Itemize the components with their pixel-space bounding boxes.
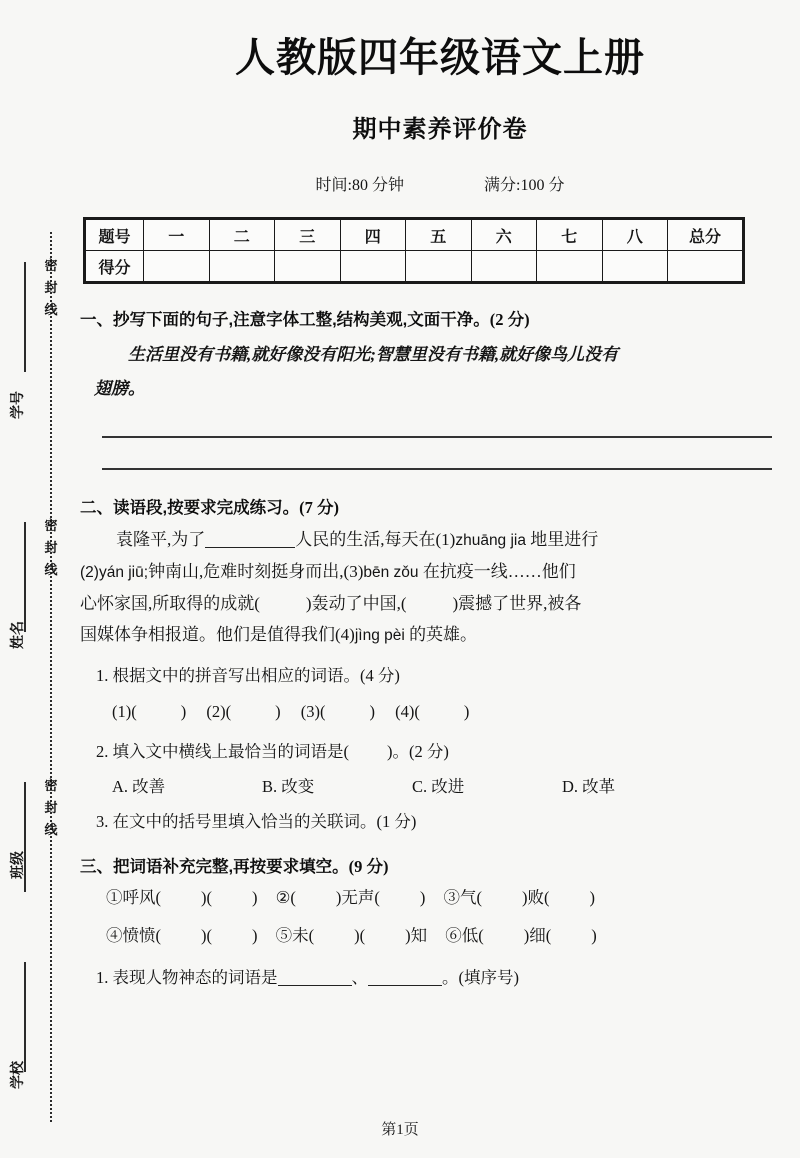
passage-text-4b: 的英雄。 [409, 625, 478, 644]
idiom-2-a: ②( [275, 888, 296, 907]
option-a[interactable]: A. 改善 [112, 777, 166, 796]
seal-rule-4 [24, 962, 26, 1072]
pinyin-jingpei: jìng pèi [354, 627, 405, 644]
seal-label-school: 学校 [11, 1061, 26, 1089]
idiom-4-b: )( [201, 926, 212, 945]
q1-blank-2[interactable] [206, 697, 280, 727]
score-table-col-6: 六 [471, 219, 537, 251]
section-two-q1-blanks [80, 697, 800, 727]
score-table [83, 217, 745, 284]
pinyin-yanjiu: (2)yán jiū; [80, 564, 149, 581]
copy-line-2: 翅膀。 [94, 379, 145, 398]
seal-label-name: 姓名 [11, 621, 26, 649]
answer-write-line-2[interactable] [102, 468, 772, 470]
section-three-points: (9 分) [348, 857, 389, 876]
section-two-passage [80, 524, 800, 651]
table-row-question-numbers [85, 219, 744, 251]
section-three-q1-blank-1[interactable] [278, 968, 352, 986]
seal-label-student-id: 学号 [11, 391, 26, 419]
seal-rule-2 [24, 522, 26, 632]
section-two-q2-points: (2 分) [409, 742, 449, 761]
section-one-copy-text [80, 338, 800, 372]
passage-text-1b: 人民的生活,每天在(1) [295, 530, 456, 549]
section-two-q2-options [80, 773, 800, 797]
score-table-col-7: 七 [537, 219, 603, 251]
score-table-col-5: 五 [406, 219, 472, 251]
idiom-4-a: ④愤愤( [106, 926, 161, 945]
exam-total-score: 满分:100 分 [484, 177, 565, 194]
q1-blank-3-close: ) [369, 702, 375, 721]
q1-blank-1[interactable] [112, 697, 186, 727]
idiom-4[interactable] [106, 919, 258, 953]
section-two-q1 [80, 661, 800, 691]
pinyin-zhuangjia: zhuāng jia [455, 532, 526, 549]
seal-rule-1 [24, 262, 26, 372]
section-two-q2-text-end: )。 [387, 742, 409, 761]
page-footer: 第1页 [381, 1122, 419, 1138]
seal-mark-2: 密 封 线 [44, 518, 58, 577]
idiom-6-c: ) [591, 926, 597, 945]
score-table-wrapper [80, 217, 800, 284]
seal-mark-3: 密 封 线 [44, 778, 58, 837]
q1-blank-4-open: (4)( [395, 702, 420, 721]
q1-blank-4[interactable] [395, 697, 469, 727]
idiom-6-a: ⑥低( [445, 926, 484, 945]
passage-text-2a: 钟南山,危难时刻挺身而出,(3) [148, 562, 364, 581]
score-table-col-2: 二 [209, 219, 275, 251]
section-two-q2 [80, 737, 800, 767]
score-cell-4[interactable] [340, 251, 406, 283]
section-one-heading [80, 306, 800, 330]
idiom-3[interactable] [444, 881, 596, 915]
idiom-1-c: ) [252, 888, 258, 907]
page-title: 人教版四年级语文上册 [235, 35, 645, 80]
section-three-q1 [80, 963, 800, 993]
score-cell-7[interactable] [537, 251, 603, 283]
seal-dotted-line [50, 232, 52, 1122]
idiom-5-c: )知 [405, 926, 428, 945]
section-two-q3-text: 3. 在文中的括号里填入恰当的关联词。 [96, 812, 377, 831]
idiom-5[interactable] [276, 919, 428, 953]
section-two-q1-points: (4 分) [360, 666, 400, 685]
score-table-header-score: 得分 [85, 251, 144, 283]
section-two-points: (7 分) [299, 498, 339, 517]
section-two-q1-text: 1. 根据文中的拼音写出相应的词语。 [96, 666, 360, 685]
idiom-1[interactable] [106, 881, 258, 915]
passage-text-3a: 心怀家国,所取得的成就( [80, 594, 260, 613]
section-one-points: (2 分) [489, 310, 530, 329]
idiom-2-b: )无声( [335, 888, 380, 907]
passage-text-4a: 国媒体争相报道。他们是值得我们(4) [80, 625, 355, 644]
score-table-col-4: 四 [340, 219, 406, 251]
section-three-q1-text-b: 、 [351, 968, 368, 987]
passage-text-1a: 袁隆平,为了 [116, 530, 206, 549]
passage-text-2b: 在抗疫一线……他们 [422, 562, 576, 581]
q1-blank-1-close: ) [180, 702, 187, 721]
section-three-heading [80, 853, 800, 877]
score-table-col-3: 三 [275, 219, 341, 251]
answer-write-line-1[interactable] [102, 436, 772, 438]
score-cell-5[interactable] [406, 251, 472, 283]
section-three-heading-text: 三、把词语补充完整,再按要求填空。 [80, 858, 349, 876]
idiom-5-b: )( [354, 926, 366, 945]
exam-meta [80, 172, 800, 195]
pinyin-benzou: bēn zǒu [363, 564, 419, 581]
section-three-q1-points: (填序号) [458, 968, 519, 987]
exam-time: 时间:80 分钟 [315, 177, 404, 194]
passage-text-3b: )轰动了中国,( [305, 594, 407, 613]
idiom-6[interactable] [445, 919, 597, 953]
passage-blank-1[interactable] [205, 530, 295, 548]
section-three-q1-text-c: 。 [442, 968, 459, 987]
idiom-5-a: ⑤未( [275, 926, 315, 945]
score-cell-8[interactable] [602, 251, 668, 283]
idiom-6-b: )细( [523, 926, 552, 945]
idiom-3-a: ③气( [443, 888, 483, 907]
section-three-idiom-row-1 [80, 881, 800, 915]
idiom-1-a: ①呼风( [106, 888, 161, 907]
section-three-q1-text-a: 1. 表现人物神态的词语是 [96, 968, 278, 987]
idiom-4-c: ) [252, 926, 258, 945]
copy-line-1: 生活里没有书籍,就好像没有阳光;智慧里没有书籍,就好像鸟儿没有 [128, 345, 619, 364]
q1-blank-2-open: (2)( [206, 702, 232, 721]
score-table-col-1: 一 [144, 219, 210, 251]
passage-text-1c: 地里进行 [530, 530, 599, 549]
score-cell-total[interactable] [668, 251, 744, 283]
seal-mark-1: 密 封 线 [44, 258, 58, 317]
score-cell-1[interactable] [144, 251, 210, 283]
q1-blank-1-open: (1)( [112, 702, 137, 721]
option-c[interactable]: C. 改进 [412, 777, 465, 796]
idiom-2-c: ) [419, 888, 426, 907]
section-two-q3-points: (1 分) [376, 812, 417, 831]
section-one-heading-text: 一、抄写下面的句子,注意字体工整,结构美观,文面干净。 [80, 311, 490, 329]
q1-blank-3-open: (3)( [300, 702, 326, 721]
idiom-3-c: ) [589, 888, 596, 907]
section-two-heading [80, 494, 800, 518]
section-three-q1-blank-2[interactable] [368, 968, 442, 986]
seal-label-class: 班级 [11, 851, 26, 879]
exam-sheet [80, 0, 800, 1158]
seal-margin [0, 0, 80, 1158]
score-cell-6[interactable] [471, 251, 537, 283]
section-two-heading-text: 二、读语段,按要求完成练习。 [80, 499, 300, 517]
passage-text-3c: )震撼了世界,被各 [452, 594, 582, 613]
q1-blank-4-close: ) [463, 702, 470, 721]
section-two-q2-text: 2. 填入文中横线上最恰当的词语是( [96, 742, 349, 761]
score-cell-3[interactable] [275, 251, 341, 283]
page-subtitle: 期中素养评价卷 [352, 116, 528, 143]
idiom-3-b: )败( [522, 888, 550, 907]
score-table-col-total: 总分 [668, 219, 744, 251]
section-two-q3 [80, 807, 800, 837]
score-table-col-8: 八 [602, 219, 668, 251]
idiom-2[interactable] [276, 881, 426, 915]
score-table-header-question: 题号 [85, 219, 144, 251]
q1-blank-2-close: ) [275, 702, 281, 721]
section-one-copy-text-2 [80, 372, 800, 406]
section-three-idiom-row-2 [80, 919, 800, 953]
option-b[interactable]: B. 改变 [262, 777, 315, 796]
q1-blank-3[interactable] [301, 697, 375, 727]
option-d[interactable]: D. 改革 [562, 777, 616, 796]
score-cell-2[interactable] [209, 251, 275, 283]
idiom-1-b: )( [201, 888, 212, 907]
table-row-scores [85, 251, 744, 283]
